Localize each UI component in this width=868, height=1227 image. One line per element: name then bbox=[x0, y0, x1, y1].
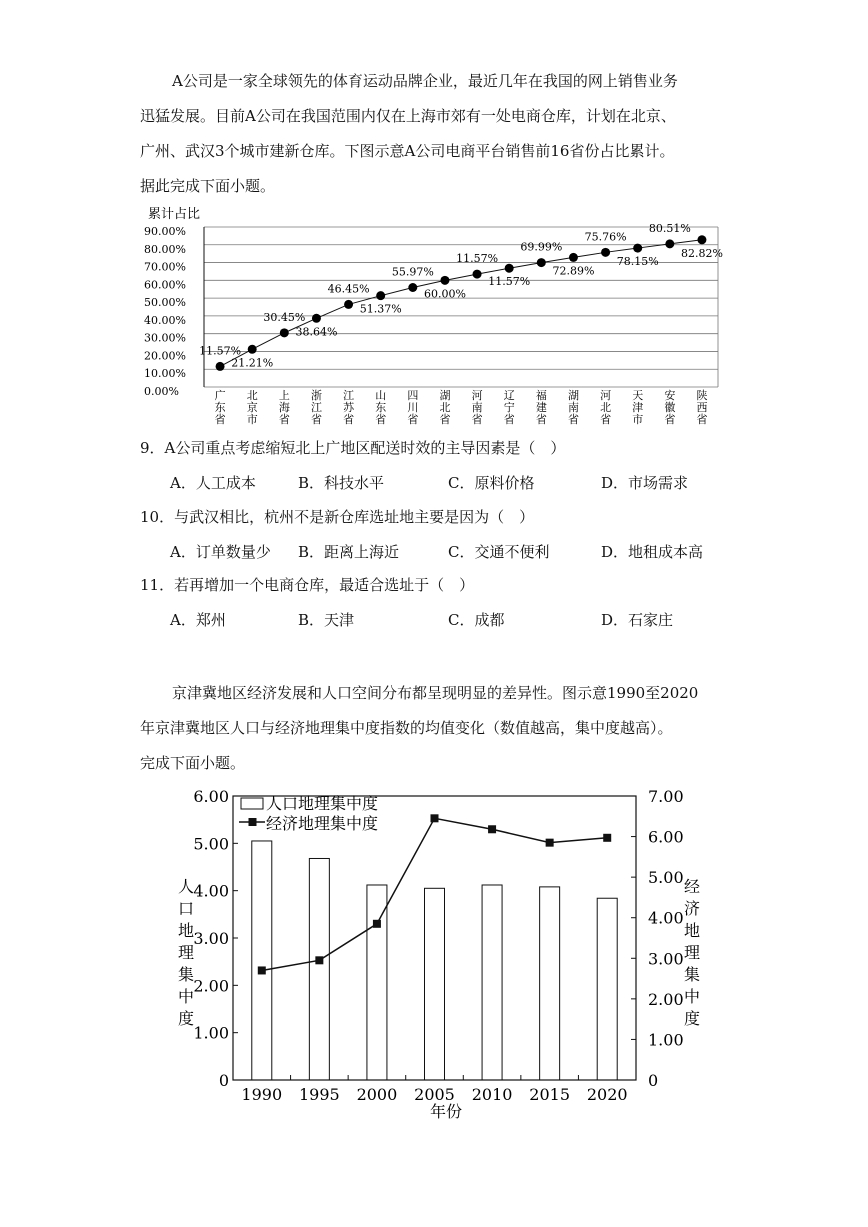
data-label: 11.57% bbox=[199, 344, 242, 358]
x-tick-label: 浙江省 bbox=[310, 389, 322, 426]
x-tick-label: 2000 bbox=[356, 1085, 398, 1104]
chart2-left-ticks bbox=[193, 787, 238, 1090]
y-tick-label: 80.00% bbox=[144, 242, 186, 256]
option-c[interactable]: C．原料价格 bbox=[448, 474, 535, 492]
passage-1-line: 广州、武汉3个城市建新仓库。下图示意A公司电商平台销售前16省份占比累计。 bbox=[140, 142, 675, 160]
right-tick-label: 3.00 bbox=[648, 949, 684, 969]
right-ylabel-char: 中 bbox=[683, 987, 701, 1006]
left-tick-label: 2.00 bbox=[193, 976, 229, 996]
data-label: 51.37% bbox=[359, 302, 402, 316]
x-tick-label: 广东省 bbox=[214, 389, 226, 426]
x-tick-label: 江苏省 bbox=[343, 389, 355, 426]
y-tick-label: 90.00% bbox=[144, 225, 186, 238]
option-b[interactable]: B．距离上海近 bbox=[298, 543, 400, 561]
x-tick-label: 1995 bbox=[298, 1085, 340, 1104]
left-ylabel-char: 集 bbox=[177, 965, 195, 984]
option-b[interactable]: B．天津 bbox=[298, 611, 355, 629]
chart1-ylabel: 累计占比 bbox=[148, 207, 201, 222]
right-tick-label: 6.00 bbox=[648, 827, 684, 847]
legend-label: 人口地理集中度 bbox=[266, 794, 379, 813]
data-point bbox=[697, 235, 706, 244]
data-point bbox=[258, 966, 266, 974]
data-label: 72.89% bbox=[552, 264, 595, 278]
question-9: 9．A公司重点考虑缩短北上广地区配送时效的主导因素是（ ） bbox=[140, 439, 566, 457]
x-tick-label: 天津市 bbox=[632, 389, 644, 426]
data-label: 30.45% bbox=[263, 310, 306, 324]
y-tick-label: 70.00% bbox=[144, 260, 186, 274]
chart2-right-ticks bbox=[631, 787, 684, 1090]
chart2-legend bbox=[239, 794, 378, 833]
passage-2-line: 完成下面小题。 bbox=[140, 754, 246, 772]
x-tick-label: 1990 bbox=[241, 1085, 283, 1104]
cumulative-share-chart bbox=[140, 200, 740, 430]
data-label: 78.15% bbox=[616, 255, 659, 269]
y-tick-label: 30.00% bbox=[144, 331, 186, 345]
y-tick-label: 20.00% bbox=[144, 349, 186, 363]
passage-2-line: 京津冀地区经济发展和人口空间分布都呈现明显的差异性。图示意1990至2020 bbox=[172, 684, 699, 702]
data-point bbox=[601, 248, 610, 257]
bar bbox=[367, 885, 387, 1080]
data-label: 60.00% bbox=[423, 287, 466, 301]
right-tick-label: 7.00 bbox=[648, 787, 684, 806]
option-a[interactable]: A．订单数量少 bbox=[170, 543, 271, 561]
chart2-xlabel: 年份 bbox=[429, 1102, 463, 1121]
data-label: 82.82% bbox=[680, 246, 723, 260]
right-tick-label: 1.00 bbox=[648, 1030, 684, 1050]
data-point bbox=[408, 283, 417, 292]
chart1-y-ticks bbox=[144, 225, 186, 398]
passage-1 bbox=[140, 64, 740, 204]
left-tick-label: 3.00 bbox=[193, 929, 229, 948]
data-label: 11.57% bbox=[488, 275, 531, 289]
option-c[interactable]: C．交通不便利 bbox=[448, 543, 550, 561]
x-tick-label: 2020 bbox=[586, 1085, 628, 1104]
right-tick-label: 2.00 bbox=[648, 989, 684, 1009]
option-d[interactable]: D．石家庄 bbox=[601, 611, 674, 629]
y-tick-label: 0.00% bbox=[144, 385, 179, 398]
data-label: 11.57% bbox=[456, 252, 499, 266]
data-label: 21.21% bbox=[231, 356, 274, 370]
option-a[interactable]: A．郑州 bbox=[170, 611, 226, 629]
option-d[interactable]: D．地租成本高 bbox=[601, 543, 704, 561]
left-tick-label: 1.00 bbox=[193, 1023, 229, 1043]
question-10: 10．与武汉相比，杭州不是新仓库选址地主要是因为（ ） bbox=[140, 508, 535, 526]
data-point bbox=[537, 258, 546, 267]
x-tick-label: 2010 bbox=[471, 1085, 513, 1104]
left-tick-label: 6.00 bbox=[193, 787, 229, 806]
data-point bbox=[248, 345, 257, 354]
bar bbox=[309, 858, 329, 1080]
data-point bbox=[376, 291, 385, 300]
right-tick-label: 5.00 bbox=[648, 868, 684, 888]
passage-2-line: 年京津冀地区人口与经济地理集中度指数的均值变化（数值越高，集中度越高）。 bbox=[140, 719, 673, 737]
chart2-bars bbox=[252, 841, 617, 1080]
left-ylabel-char: 度 bbox=[177, 1009, 195, 1028]
left-tick-label: 4.00 bbox=[193, 881, 229, 901]
data-point bbox=[312, 314, 321, 323]
x-tick-label: 福建省 bbox=[535, 389, 547, 426]
x-tick-label: 2015 bbox=[529, 1085, 571, 1104]
x-tick-label: 湖北省 bbox=[439, 389, 451, 426]
option-d[interactable]: D．市场需求 bbox=[601, 474, 689, 492]
data-point bbox=[665, 239, 674, 248]
chart2-left-ylabel bbox=[178, 877, 194, 1028]
data-label: 55.97% bbox=[391, 265, 434, 279]
data-point bbox=[488, 825, 496, 833]
passage-1-line: A公司是一家全球领先的体育运动品牌企业，最近几年在我国的网上销售业务 bbox=[172, 72, 678, 90]
x-tick-label: 河南省 bbox=[471, 389, 483, 426]
passage-1-line: 迅猛发展。目前A公司在我国范围内仅在上海市郊有一处电商仓库，计划在北京、 bbox=[140, 107, 676, 125]
right-ylabel-char: 度 bbox=[683, 1009, 701, 1028]
right-ylabel-char: 理 bbox=[683, 943, 701, 962]
chart2-right-ylabel bbox=[684, 877, 700, 1028]
data-point bbox=[569, 253, 578, 262]
left-ylabel-char: 口 bbox=[177, 899, 195, 918]
bar bbox=[425, 888, 445, 1080]
data-point bbox=[440, 276, 449, 285]
right-ylabel-char: 济 bbox=[683, 899, 701, 918]
data-label: 75.76% bbox=[584, 230, 627, 244]
x-tick-label: 安徽省 bbox=[664, 389, 676, 426]
left-ylabel-char: 人 bbox=[177, 877, 195, 896]
data-point bbox=[373, 920, 381, 928]
right-tick-label: 0 bbox=[648, 1071, 659, 1090]
bar bbox=[597, 898, 617, 1080]
data-point bbox=[505, 264, 514, 273]
data-point bbox=[473, 270, 482, 279]
x-tick-label: 上海省 bbox=[278, 389, 290, 426]
data-point bbox=[216, 362, 225, 371]
y-tick-label: 40.00% bbox=[144, 313, 186, 327]
data-point bbox=[431, 814, 439, 822]
legend-marker bbox=[249, 818, 257, 826]
option-a[interactable]: A．人工成本 bbox=[170, 474, 256, 492]
data-point bbox=[315, 956, 323, 964]
legend-bar-swatch bbox=[241, 798, 263, 809]
concentration-index-chart bbox=[160, 780, 720, 1130]
bar bbox=[252, 841, 272, 1080]
bar bbox=[540, 887, 560, 1080]
x-tick-label: 辽宁省 bbox=[503, 389, 515, 426]
question-11: 11．若再增加一个电商仓库，最适合选址于（ ） bbox=[140, 576, 475, 594]
right-ylabel-char: 集 bbox=[683, 965, 701, 984]
x-tick-label: 陕西省 bbox=[696, 389, 708, 426]
left-ylabel-char: 地 bbox=[177, 921, 195, 940]
right-ylabel-char: 经 bbox=[683, 877, 701, 896]
x-tick-label: 山东省 bbox=[375, 389, 387, 426]
data-point bbox=[344, 300, 353, 309]
chart1-value-labels bbox=[199, 222, 723, 369]
data-label: 80.51% bbox=[648, 221, 691, 235]
bar bbox=[482, 885, 502, 1080]
data-label: 46.45% bbox=[327, 282, 370, 296]
left-ylabel-char: 理 bbox=[177, 943, 195, 962]
x-tick-label: 河北省 bbox=[600, 389, 612, 426]
y-tick-label: 60.00% bbox=[144, 278, 186, 292]
chart1-x-ticks bbox=[215, 388, 708, 426]
data-point bbox=[633, 244, 642, 253]
y-tick-label: 10.00% bbox=[144, 367, 186, 381]
y-tick-label: 50.00% bbox=[144, 296, 186, 310]
x-tick-label: 湖南省 bbox=[567, 389, 579, 426]
data-point bbox=[546, 839, 554, 847]
left-tick-label: 0 bbox=[218, 1071, 229, 1090]
option-b[interactable]: B．科技水平 bbox=[298, 474, 385, 492]
data-point bbox=[603, 834, 611, 842]
passage-2 bbox=[140, 676, 740, 781]
data-label: 38.64% bbox=[295, 325, 338, 339]
right-ylabel-char: 地 bbox=[683, 921, 701, 940]
left-ylabel-char: 中 bbox=[177, 987, 195, 1006]
passage-1-line: 据此完成下面小题。 bbox=[140, 177, 276, 195]
data-point bbox=[280, 328, 289, 337]
data-label: 69.99% bbox=[520, 240, 563, 254]
option-c[interactable]: C．成都 bbox=[448, 611, 505, 629]
x-tick-label: 2005 bbox=[414, 1085, 455, 1104]
legend-label: 经济地理集中度 bbox=[266, 814, 379, 833]
x-tick-label: 四川省 bbox=[407, 389, 419, 426]
left-tick-label: 5.00 bbox=[193, 834, 229, 854]
right-tick-label: 4.00 bbox=[648, 908, 684, 928]
x-tick-label: 北京市 bbox=[246, 389, 258, 426]
